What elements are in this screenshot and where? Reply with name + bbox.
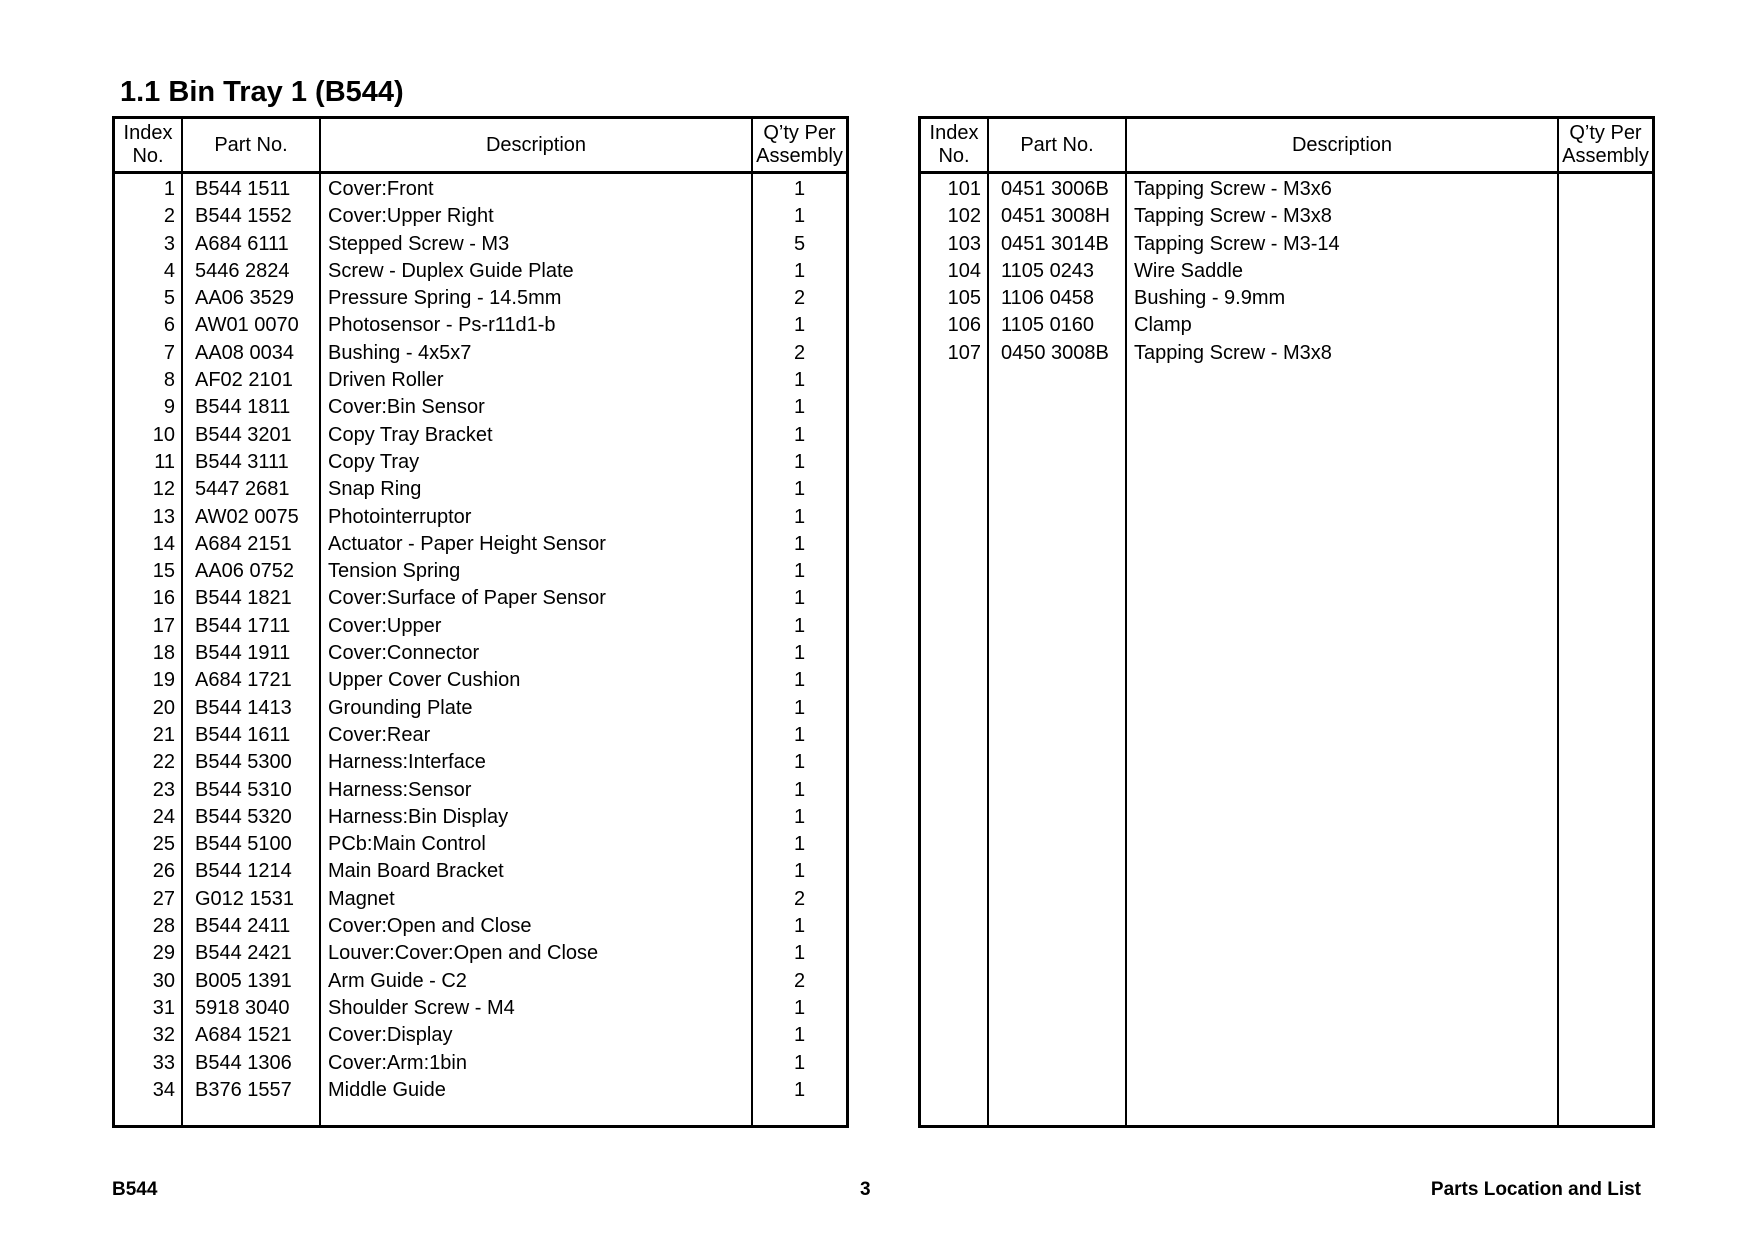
cell-part-no: AW02 0075 [195, 505, 299, 528]
cell-description: Arm Guide - C2 [328, 969, 467, 992]
cell-index: 2 [163, 205, 175, 228]
cell-index: 28 [152, 915, 175, 938]
cell-description: Tapping Screw - M3x8 [1134, 205, 1332, 228]
cell-index: 33 [152, 1051, 175, 1074]
cell-index: 18 [152, 642, 175, 665]
cell-index: 5 [163, 287, 175, 310]
cell-part-no: AA08 0034 [195, 341, 294, 364]
cell-part-no: B376 1557 [195, 1078, 292, 1101]
table-row [115, 831, 846, 858]
cell-index: 7 [163, 341, 175, 364]
table-row [115, 1022, 846, 1049]
cell-description: Pressure Spring - 14.5mm [328, 287, 562, 310]
cell-description: Cover:Rear [328, 723, 431, 746]
cell-index: 102 [947, 205, 981, 228]
cell-index: 20 [152, 696, 175, 719]
cell-qty: 5 [793, 232, 806, 255]
cell-index: 1 [163, 178, 175, 200]
table-row [115, 476, 846, 503]
cell-part-no: B544 5320 [195, 805, 292, 828]
header-index-line2: No. [938, 145, 970, 167]
table-row [115, 886, 846, 913]
table-body-left [115, 176, 846, 1104]
table-row [115, 258, 846, 285]
cell-qty: 1 [793, 1078, 806, 1101]
cell-description: Screw - Duplex Guide Plate [328, 259, 574, 282]
cell-description: Copy Tray [328, 450, 420, 473]
cell-index: 3 [163, 232, 175, 255]
cell-qty: 1 [793, 560, 806, 583]
cell-part-no: B544 5100 [195, 833, 292, 856]
cell-index: 106 [947, 314, 981, 337]
cell-description: Harness:Sensor [328, 778, 472, 801]
cell-description: Middle Guide [328, 1078, 446, 1101]
cell-qty: 1 [793, 396, 806, 419]
table-row [115, 858, 846, 885]
header-index-line1: Index [123, 122, 173, 144]
table-row [115, 585, 846, 612]
cell-description: Clamp [1134, 314, 1192, 337]
header-description: Description [1291, 133, 1393, 156]
footer-section-title: Parts Location and List [1430, 1179, 1641, 1200]
cell-description: Snap Ring [328, 478, 422, 501]
cell-index: 21 [152, 723, 175, 746]
cell-index: 29 [152, 942, 175, 965]
cell-description: Wire Saddle [1134, 259, 1243, 282]
cell-qty: 1 [793, 915, 806, 938]
cell-part-no: B544 1811 [195, 396, 291, 419]
cell-part-no: B544 1911 [195, 642, 291, 665]
cell-index: 23 [152, 778, 175, 801]
table-row [115, 640, 846, 667]
cell-description: Tapping Screw - M3x6 [1134, 178, 1332, 200]
header-divider [115, 171, 846, 174]
cell-qty: 1 [793, 505, 806, 528]
cell-description: Bushing - 9.9mm [1134, 287, 1286, 310]
cell-part-no: B544 1821 [195, 587, 292, 610]
cell-part-no: B544 3111 [195, 450, 289, 473]
cell-part-no: B544 1711 [195, 614, 291, 637]
cell-part-no: A684 2151 [195, 532, 292, 555]
cell-index: 107 [947, 341, 981, 364]
cell-qty: 1 [793, 1051, 806, 1074]
table-row [115, 804, 846, 831]
header-qty [753, 119, 846, 171]
cell-part-no: 0450 3008B [1001, 341, 1109, 364]
table-row [115, 913, 846, 940]
table-row [115, 312, 846, 339]
table-row [115, 449, 846, 476]
cell-index: 17 [152, 614, 175, 637]
header-description: Description [485, 133, 587, 156]
cell-qty: 1 [793, 778, 806, 801]
cell-description: PCb:Main Control [328, 833, 486, 856]
cell-part-no: A684 1521 [195, 1024, 292, 1047]
cell-part-no: 1105 0243 [1001, 259, 1095, 282]
cell-description: Photointerruptor [328, 505, 472, 528]
cell-description: Photosensor - Ps-r11d1-b [328, 314, 556, 337]
cell-part-no: B544 2411 [195, 915, 291, 938]
cell-qty: 1 [793, 423, 806, 446]
cell-qty: 1 [793, 833, 806, 856]
cell-part-no: 0451 3006B [1001, 178, 1109, 200]
cell-qty: 1 [793, 942, 806, 965]
cell-description: Cover:Upper [328, 614, 442, 637]
header-index-line1: Index [929, 122, 979, 144]
cell-part-no: B005 1391 [195, 969, 292, 992]
cell-index: 105 [947, 287, 981, 310]
cell-index: 13 [152, 505, 175, 528]
table-row [115, 940, 846, 967]
cell-part-no: B544 2421 [195, 942, 292, 965]
table-row [115, 504, 846, 531]
parts-table-right [918, 116, 1655, 1128]
cell-qty: 2 [793, 969, 806, 992]
cell-description: Cover:Display [328, 1024, 453, 1047]
cell-description: Shoulder Screw - M4 [328, 996, 515, 1019]
cell-part-no: B544 1306 [195, 1051, 292, 1074]
cell-part-no: 0451 3014B [1001, 232, 1109, 255]
cell-description: Cover:Arm:1bin [328, 1051, 467, 1074]
cell-qty: 1 [793, 314, 806, 337]
cell-part-no: 1106 0458 [1001, 287, 1095, 310]
table-row [115, 777, 846, 804]
table-row [115, 340, 846, 367]
cell-qty: 1 [793, 205, 806, 228]
cell-part-no: B544 5300 [195, 751, 292, 774]
cell-index: 9 [163, 396, 175, 419]
cell-index: 11 [154, 450, 175, 473]
cell-index: 30 [152, 969, 175, 992]
cell-part-no: B544 1511 [195, 178, 291, 200]
cell-index: 31 [152, 996, 175, 1019]
cell-part-no: 5446 2824 [195, 259, 290, 282]
cell-index: 101 [947, 178, 981, 200]
cell-index: 4 [163, 259, 175, 282]
cell-qty: 2 [793, 287, 806, 310]
cell-qty: 1 [793, 1024, 806, 1047]
footer-page-number: 3 [860, 1179, 871, 1200]
cell-description: Grounding Plate [328, 696, 473, 719]
cell-qty: 1 [793, 532, 806, 555]
table-row [115, 367, 846, 394]
cell-part-no: 0451 3008H [1001, 205, 1110, 228]
table-row [921, 258, 1652, 285]
table-row [115, 722, 846, 749]
cell-qty: 1 [793, 642, 806, 665]
cell-index: 104 [947, 259, 981, 282]
cell-qty: 1 [793, 860, 806, 883]
cell-index: 19 [152, 669, 175, 692]
cell-part-no: A684 1721 [195, 669, 292, 692]
header-divider [921, 171, 1652, 174]
table-row [115, 531, 846, 558]
cell-description: Harness:Bin Display [328, 805, 509, 828]
table-row [115, 995, 846, 1022]
table-row [115, 613, 846, 640]
cell-description: Cover:Upper Right [328, 205, 494, 228]
cell-index: 12 [152, 478, 175, 501]
cell-qty: 1 [793, 178, 806, 200]
cell-qty: 2 [793, 887, 806, 910]
cell-qty: 1 [793, 805, 806, 828]
cell-index: 25 [152, 833, 175, 856]
header-qty-line1: Q’ty Per [763, 122, 836, 144]
cell-index: 103 [947, 232, 981, 255]
table-row [921, 203, 1652, 230]
footer-model: B544 [112, 1179, 158, 1200]
cell-qty: 1 [793, 587, 806, 610]
cell-description: Stepped Screw - M3 [328, 232, 510, 255]
cell-part-no: 1105 0160 [1001, 314, 1095, 337]
table-row [115, 394, 846, 421]
header-qty-line1: Q’ty Per [1569, 122, 1642, 144]
table-row [921, 176, 1652, 203]
cell-index: 34 [152, 1078, 175, 1101]
cell-description: Tension Spring [328, 560, 461, 583]
cell-index: 24 [152, 805, 175, 828]
cell-qty: 1 [793, 614, 806, 637]
cell-qty: 1 [793, 478, 806, 501]
table-row [115, 176, 846, 203]
cell-description: Cover:Surface of Paper Sensor [328, 587, 606, 610]
cell-description: Harness:Interface [328, 751, 486, 774]
cell-description: Cover:Bin Sensor [328, 396, 485, 419]
header-index [921, 119, 987, 171]
table-row [115, 667, 846, 694]
table-row [115, 285, 846, 312]
cell-description: Upper Cover Cushion [328, 669, 521, 692]
header-index-line2: No. [132, 145, 164, 167]
cell-description: Louver:Cover:Open and Close [328, 942, 599, 965]
table-row [921, 312, 1652, 339]
cell-index: 15 [152, 560, 175, 583]
table-row [115, 231, 846, 258]
cell-qty: 1 [793, 696, 806, 719]
table-row [115, 422, 846, 449]
table-row [115, 968, 846, 995]
cell-part-no: B544 3201 [195, 423, 292, 446]
cell-index: 8 [163, 369, 175, 392]
cell-qty: 1 [793, 369, 806, 392]
cell-qty: 1 [793, 669, 806, 692]
table-row [115, 1050, 846, 1077]
cell-part-no: B544 1214 [195, 860, 292, 883]
cell-description: Cover:Connector [328, 642, 480, 665]
table-row [115, 558, 846, 585]
cell-qty: 1 [793, 723, 806, 746]
cell-part-no: AF02 2101 [195, 369, 293, 392]
cell-index: 26 [152, 860, 175, 883]
cell-index: 6 [163, 314, 175, 337]
table-row [921, 285, 1652, 312]
cell-index: 10 [152, 423, 175, 446]
cell-description: Tapping Screw - M3-14 [1134, 232, 1340, 255]
cell-part-no: AW01 0070 [195, 314, 299, 337]
cell-part-no: AA06 3529 [195, 287, 294, 310]
table-row [115, 1077, 846, 1104]
header-index [115, 119, 181, 171]
cell-description: Driven Roller [328, 369, 444, 392]
cell-index: 32 [152, 1024, 175, 1047]
cell-part-no: B544 1413 [195, 696, 292, 719]
table-row [115, 203, 846, 230]
parts-table-left [112, 116, 849, 1128]
header-qty-line2: Assembly [756, 145, 843, 167]
table-row [115, 749, 846, 776]
cell-part-no: G012 1531 [195, 887, 294, 910]
table-row [115, 695, 846, 722]
table-row [921, 340, 1652, 367]
page-title: 1.1 Bin Tray 1 (B544) [120, 76, 404, 108]
cell-description: Bushing - 4x5x7 [328, 341, 472, 364]
cell-description: Actuator - Paper Height Sensor [328, 532, 606, 555]
cell-index: 14 [152, 532, 175, 555]
header-part-no: Part No. [214, 133, 288, 156]
cell-part-no: B544 1552 [195, 205, 292, 228]
cell-part-no: A684 6111 [195, 232, 289, 255]
cell-qty: 1 [793, 996, 806, 1019]
cell-part-no: 5918 3040 [195, 996, 290, 1019]
cell-index: 27 [152, 887, 175, 910]
table-row [921, 231, 1652, 258]
cell-description: Magnet [328, 887, 395, 910]
cell-qty: 2 [793, 341, 806, 364]
cell-qty: 1 [793, 259, 806, 282]
cell-part-no: 5447 2681 [195, 478, 290, 501]
cell-qty: 1 [793, 450, 806, 473]
header-qty [1559, 119, 1652, 171]
cell-description: Copy Tray Bracket [328, 423, 493, 446]
table-body-right [921, 176, 1652, 367]
cell-part-no: B544 1611 [195, 723, 291, 746]
cell-part-no: B544 5310 [195, 778, 292, 801]
cell-description: Cover:Open and Close [328, 915, 532, 938]
cell-index: 16 [152, 587, 175, 610]
cell-qty: 1 [793, 751, 806, 774]
cell-description: Tapping Screw - M3x8 [1134, 341, 1332, 364]
header-qty-line2: Assembly [1562, 145, 1649, 167]
header-part-no: Part No. [1020, 133, 1094, 156]
cell-description: Main Board Bracket [328, 860, 504, 883]
cell-part-no: AA06 0752 [195, 560, 294, 583]
cell-index: 22 [152, 751, 175, 774]
cell-description: Cover:Front [328, 178, 434, 200]
